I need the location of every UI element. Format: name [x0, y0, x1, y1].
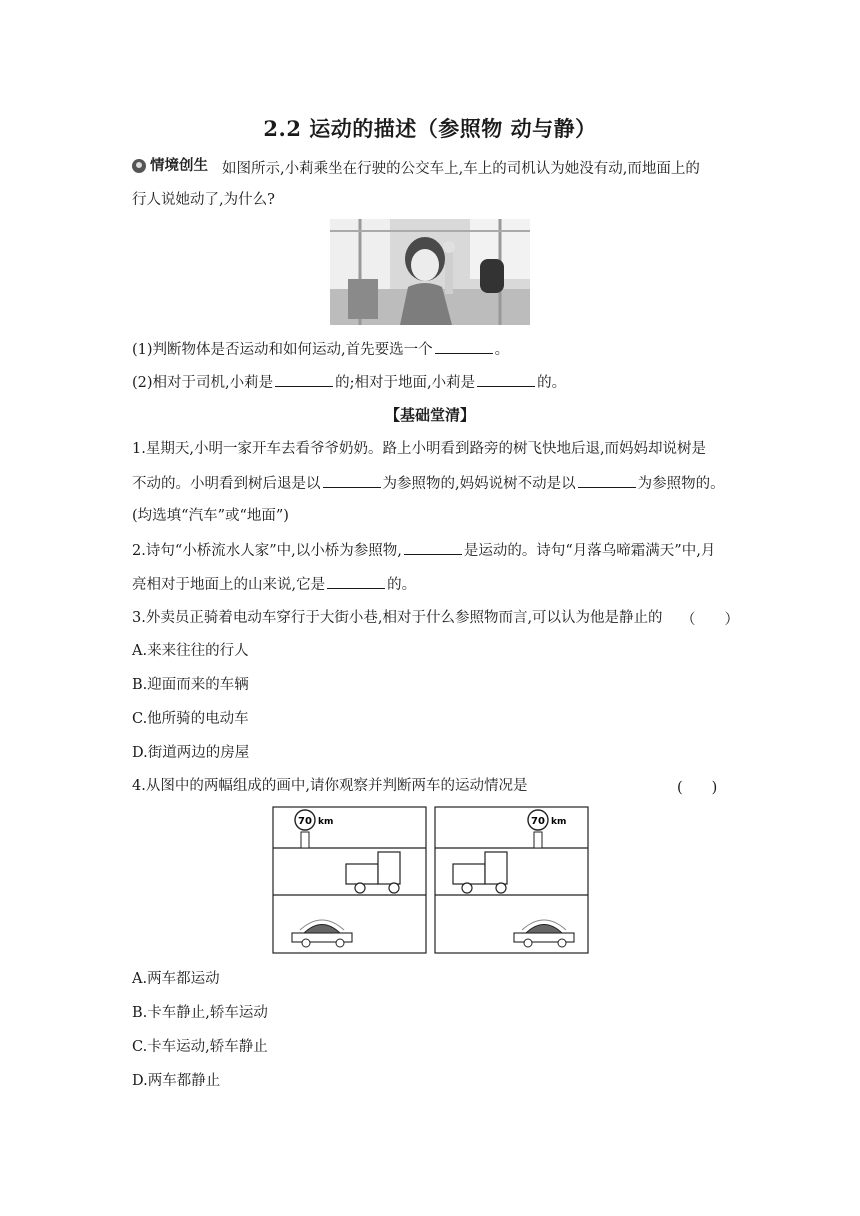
- sign-unit-left: km: [318, 817, 334, 827]
- scenario-line-2: 行人说她动了,为什么?: [132, 192, 275, 208]
- q2-text-b: 是运动的。诗句“月落乌啼霜满天”中,月: [463, 543, 716, 559]
- question-4-option-a[interactable]: A.两车都运动: [132, 971, 220, 987]
- lightbulb-icon: [132, 159, 146, 173]
- two-frame-vehicle-figure: [272, 806, 590, 954]
- scenario-q1-end: 。: [494, 342, 510, 358]
- truck-right: [453, 852, 507, 893]
- question-4-answer-paren[interactable]: ( ): [677, 780, 718, 796]
- answer-blank[interactable]: [275, 372, 333, 387]
- car-right: [514, 920, 574, 947]
- question-1-line-1: 1.星期天,小明一家开车去看爷爷奶奶。路上小明看到路旁的树飞快地后退,而妈妈却说树是: [132, 441, 707, 457]
- answer-blank[interactable]: [435, 339, 493, 354]
- question-2-line-1: [132, 540, 715, 561]
- scenario-q1: [132, 339, 509, 360]
- sign-unit-right: km: [551, 817, 567, 827]
- scenario-q2-text-c: 的。: [537, 375, 567, 391]
- sign-speed-right: 70: [531, 816, 545, 827]
- bus-passenger-image: [330, 219, 530, 325]
- scenario-q2-text-a: (2)相对于司机,小莉是: [132, 375, 274, 391]
- question-1-line-2: [132, 473, 725, 494]
- question-1-line-3: (均选填“汽车”或“地面”): [132, 508, 289, 524]
- q1-text-b: 为参照物的,妈妈说树不动是以: [382, 476, 576, 492]
- question-3-option-d[interactable]: D.街道两边的房屋: [132, 745, 250, 761]
- scenario-q1-text: (1)判断物体是否运动和如何运动,首先要选一个: [132, 342, 433, 358]
- answer-blank[interactable]: [327, 574, 385, 589]
- scenario-badge: [132, 156, 208, 176]
- question-3-option-a[interactable]: A.来来往往的行人: [132, 643, 249, 659]
- question-4-stem: 4.从图中的两幅组成的画中,请你观察并判断两车的运动情况是: [132, 778, 528, 794]
- scenario-text-1: 如图所示,小莉乘坐在行驶的公交车上,车上的司机认为她没有动,而地面上的: [222, 161, 700, 177]
- question-4-option-d[interactable]: D.两车都静止: [132, 1073, 221, 1089]
- section-title: 【基础堂清】: [384, 406, 475, 424]
- speed-sign-right: [528, 810, 566, 848]
- scenario-q2: [132, 372, 566, 393]
- sign-speed-left: 70: [298, 816, 312, 827]
- scenario-line-1: [132, 156, 700, 179]
- answer-blank[interactable]: [323, 473, 381, 488]
- question-3-answer-paren[interactable]: （ ）: [681, 612, 739, 628]
- question-3-stem: 3.外卖员正骑着电动车穿行于大街小巷,相对于什么参照物而言,可以认为他是静止的: [132, 610, 663, 626]
- question-4-option-c[interactable]: C.卡车运动,轿车静止: [132, 1039, 268, 1055]
- scenario-badge-label: 情境创生: [150, 158, 208, 174]
- q1-text-c: 为参照物的。: [637, 476, 725, 492]
- question-4-option-b[interactable]: B.卡车静止,轿车运动: [132, 1005, 268, 1021]
- page-title: 2.2 运动的描述（参照物 动与静）: [263, 116, 597, 141]
- q2-text-a: 2.诗句“小桥流水人家”中,以小桥为参照物,: [132, 543, 402, 559]
- q2-text-d: 的。: [387, 577, 417, 593]
- answer-blank[interactable]: [477, 372, 535, 387]
- speed-sign-left: [295, 810, 333, 848]
- question-2-line-2: [132, 574, 416, 595]
- answer-blank[interactable]: [404, 540, 462, 555]
- truck-left: [346, 852, 400, 893]
- answer-blank[interactable]: [578, 473, 636, 488]
- q1-text-a: 不动的。小明看到树后退是以: [132, 476, 321, 492]
- scenario-q2-text-b: 的;相对于地面,小莉是: [335, 375, 476, 391]
- question-3-option-b[interactable]: B.迎面而来的车辆: [132, 677, 249, 693]
- q2-text-c: 亮相对于地面上的山来说,它是: [132, 577, 326, 593]
- question-3-option-c[interactable]: C.他所骑的电动车: [132, 711, 249, 727]
- car-left: [292, 920, 352, 947]
